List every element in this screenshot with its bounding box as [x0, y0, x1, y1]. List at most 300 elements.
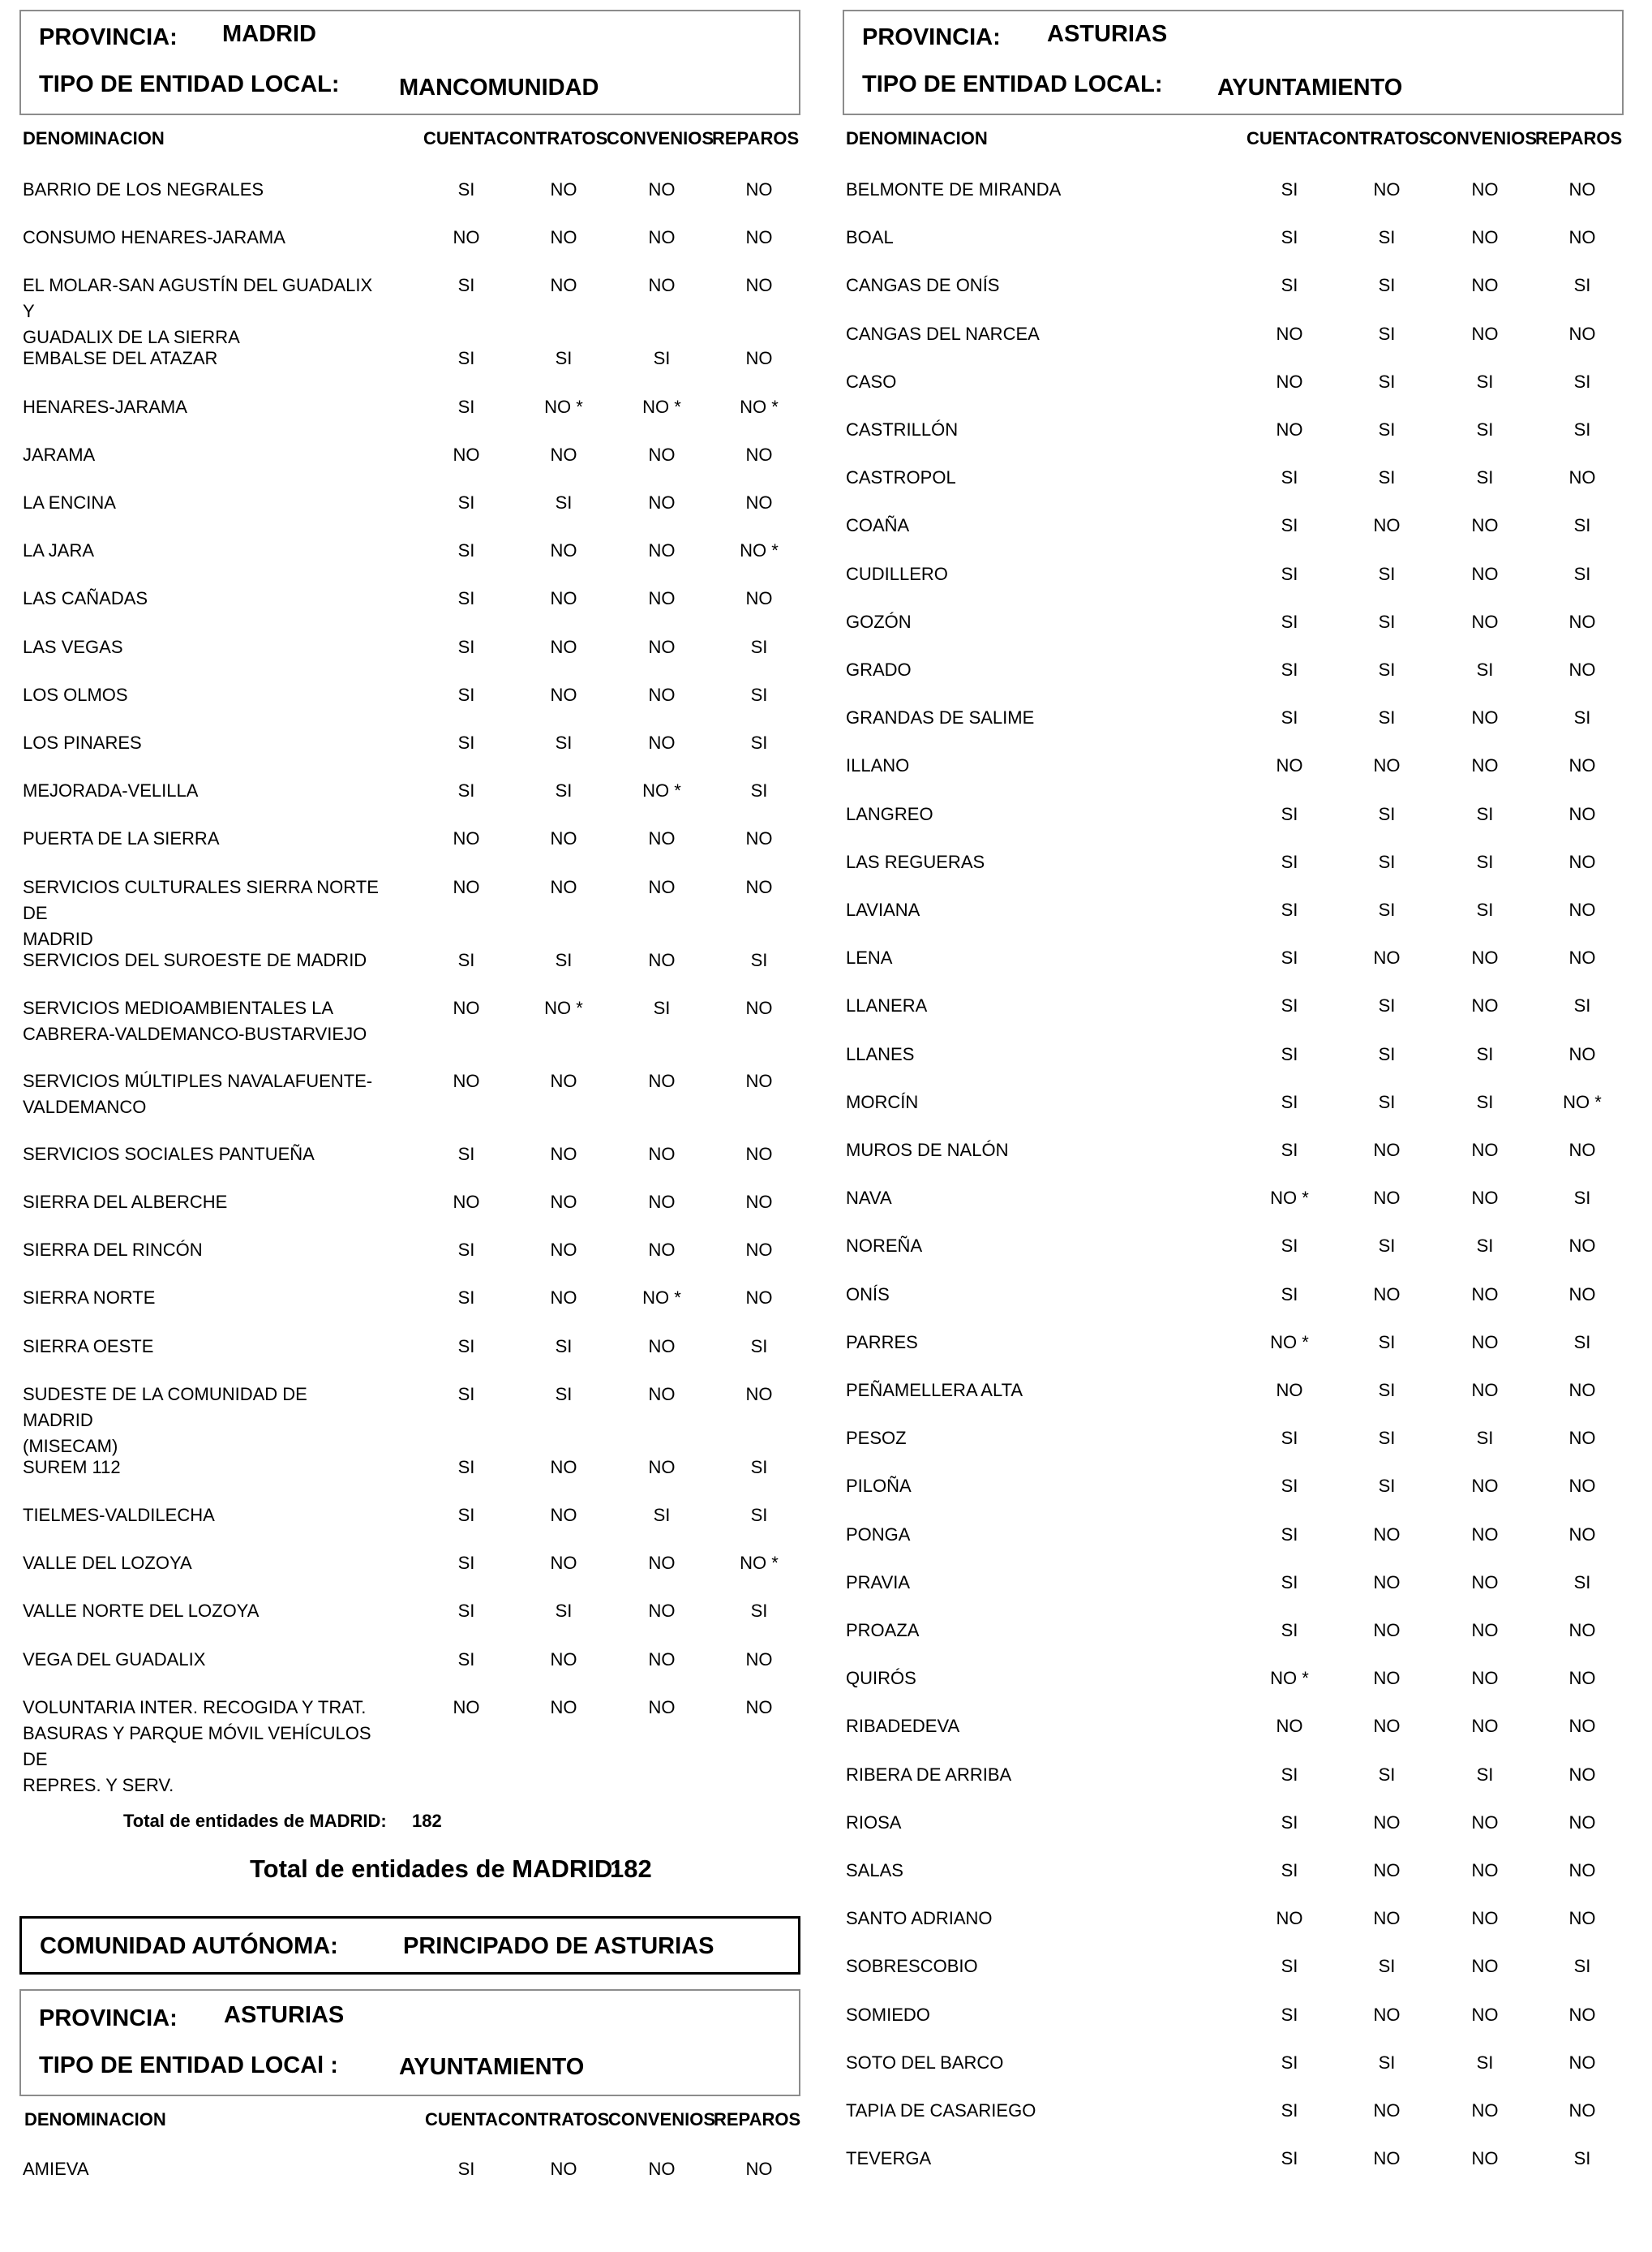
cell-reparos: NO — [1568, 1811, 1596, 1833]
cell-convenios: SI — [1476, 1236, 1494, 1257]
cell-cuenta: NO — [1276, 371, 1303, 392]
cell-contratos: NO — [550, 1553, 577, 1574]
cell-contratos: NO — [1373, 1716, 1401, 1737]
total-small-value: 182 — [412, 1811, 442, 1831]
row-denominacion-line: VALDEMANCO — [23, 1096, 147, 1117]
tipo-label-2: TIPO DE ENTIDAD LOCAl : — [39, 2052, 338, 2078]
provincia-label: PROVINCIA: — [39, 24, 178, 50]
cell-reparos: NO — [745, 227, 773, 248]
cell-cuenta: SI — [1281, 1236, 1298, 1257]
table-header-2 — [24, 2109, 803, 2138]
row-denominacion — [846, 1330, 1203, 1356]
col-cuenta: CUENTA — [423, 128, 497, 148]
row-denominacion — [23, 394, 380, 420]
row-denominacion-line: SIERRA DEL ALBERCHE — [23, 1192, 228, 1212]
cell-cuenta: SI — [457, 1553, 475, 1574]
cell-cuenta: SI — [1281, 179, 1298, 200]
cell-convenios: NO — [648, 275, 676, 296]
cell-convenios: NO — [1471, 275, 1499, 296]
cell-cuenta: SI — [1281, 948, 1298, 969]
comunidad-value: PRINCIPADO DE ASTURIAS — [403, 1933, 714, 1959]
cell-cuenta: SI — [1281, 1571, 1298, 1592]
cell-contratos: NO — [550, 828, 577, 849]
cell-reparos: NO — [745, 1240, 773, 1261]
row-denominacion-line: SANTO ADRIANO — [846, 1908, 993, 1929]
row-denominacion — [846, 2098, 1203, 2124]
cell-cuenta: SI — [1281, 803, 1298, 824]
cell-convenios: NO — [1471, 1668, 1499, 1689]
row-denominacion-line: LOS PINARES — [23, 733, 142, 753]
cell-convenios: SI — [653, 348, 671, 369]
cell-reparos: NO — [1568, 948, 1596, 969]
row-denominacion-line: PILOÑA — [846, 1476, 912, 1497]
row-denominacion — [23, 273, 380, 350]
row-denominacion-line: SIERRA NORTE — [23, 1287, 156, 1309]
cell-cuenta: SI — [1281, 660, 1298, 680]
col-denominacion-r: DENOMINACION — [846, 128, 988, 148]
row-denominacion-line: LOS OLMOS — [23, 684, 128, 705]
row-denominacion-line: SOTO DEL BARCO — [846, 2052, 1004, 2073]
row-denominacion — [846, 177, 1203, 203]
cell-reparos: SI — [750, 1601, 768, 1622]
cell-contratos: SI — [555, 1383, 573, 1404]
col-convenios: CONVENIOS — [607, 128, 714, 148]
cell-cuenta: SI — [1281, 611, 1298, 632]
cell-cuenta: SI — [457, 636, 475, 657]
cell-contratos: NO — [1373, 1524, 1401, 1545]
cell-reparos: NO — [1568, 1716, 1596, 1737]
row-denominacion — [846, 1233, 1203, 1259]
cell-convenios: NO — [1471, 1188, 1499, 1209]
row-denominacion — [23, 1502, 380, 1528]
cell-reparos: SI — [750, 1505, 768, 1525]
cell-reparos: NO — [1568, 1380, 1596, 1400]
row-denominacion-line: CANGAS DE ONÍS — [846, 275, 1000, 296]
cell-cuenta: SI — [1281, 1476, 1298, 1497]
cell-cuenta: SI — [457, 1648, 475, 1670]
cell-cuenta: SI — [1281, 1956, 1298, 1977]
cell-convenios: NO — [1471, 1524, 1499, 1545]
cell-convenios: NO — [648, 733, 676, 753]
cell-convenios: NO — [1471, 2100, 1499, 2121]
cell-cuenta: SI — [1281, 1860, 1298, 1880]
cell-reparos: NO — [1568, 1524, 1596, 1545]
cell-convenios: NO — [648, 636, 676, 657]
col-contratos-r: CONTRATOS — [1319, 128, 1431, 148]
cell-reparos: NO * — [740, 540, 779, 561]
cell-contratos: SI — [1378, 611, 1396, 632]
col-convenios-2: CONVENIOS — [608, 2109, 716, 2130]
row-denominacion-line: CASTROPOL — [846, 467, 956, 488]
cell-convenios: SI — [653, 1505, 671, 1525]
provincia-value: MADRID — [222, 21, 316, 47]
row-denominacion-line: LAS CAÑADAS — [23, 588, 148, 609]
cell-reparos: SI — [750, 780, 768, 802]
row-denominacion-line: LLANERA — [846, 995, 928, 1016]
row-denominacion — [23, 490, 380, 516]
col-reparos-2: REPAROS — [714, 2109, 801, 2130]
row-denominacion-line: RIBADEDEVA — [846, 1716, 960, 1737]
cell-reparos: NO — [745, 1383, 773, 1404]
cell-contratos: NO — [1373, 2148, 1401, 2169]
cell-convenios: NO — [1471, 1380, 1499, 1400]
cell-cuenta: SI — [1281, 515, 1298, 536]
cell-convenios: SI — [1476, 371, 1494, 392]
cell-reparos: NO — [745, 444, 773, 465]
cell-convenios: SI — [1476, 2052, 1494, 2073]
row-denominacion — [23, 177, 380, 203]
cell-reparos: NO * — [1563, 1091, 1602, 1112]
row-denominacion-line: RIBERA DE ARRIBA — [846, 1764, 1012, 1785]
cell-reparos: NO — [1568, 900, 1596, 920]
col-reparos-r: REPAROS — [1535, 128, 1623, 148]
cell-cuenta: SI — [457, 780, 475, 802]
row-denominacion — [846, 753, 1203, 779]
row-denominacion-line: VALLE DEL LOZOYA — [23, 1553, 192, 1574]
row-denominacion-line: (MISECAM) — [23, 1435, 118, 1456]
cell-contratos: NO — [550, 1456, 577, 1477]
cell-convenios: NO — [648, 227, 676, 248]
cell-reparos: SI — [750, 1335, 768, 1356]
comunidad-box — [19, 1916, 800, 1975]
cell-cuenta: SI — [457, 492, 475, 513]
cell-convenios: NO — [648, 2159, 676, 2179]
cell-reparos: SI — [750, 949, 768, 970]
cell-convenios: NO — [1471, 1620, 1499, 1640]
cell-cuenta: SI — [1281, 1428, 1298, 1449]
cell-reparos: NO — [745, 179, 773, 200]
row-denominacion — [23, 1550, 380, 1576]
row-denominacion — [846, 1137, 1203, 1163]
cell-contratos: NO — [550, 684, 577, 705]
cell-contratos: NO * — [544, 396, 583, 417]
cell-convenios: SI — [1476, 419, 1494, 440]
row-denominacion-line: SOMIEDO — [846, 2004, 930, 2025]
col-denominacion-2: DENOMINACION — [24, 2109, 166, 2130]
cell-contratos: SI — [1378, 467, 1396, 488]
cell-convenios: NO — [1471, 515, 1499, 536]
cell-cuenta: NO — [453, 444, 480, 465]
cell-reparos: SI — [750, 1456, 768, 1477]
row-denominacion — [846, 802, 1203, 827]
row-denominacion-line: EL MOLAR-SAN AGUSTÍN DEL GUADALIX Y — [23, 275, 373, 322]
row-denominacion — [846, 1089, 1203, 1115]
cell-convenios: NO * — [642, 396, 681, 417]
provincia-value-2: ASTURIAS — [224, 2002, 345, 2028]
row-denominacion-line: AMIEVA — [23, 2159, 89, 2179]
cell-cuenta: NO — [453, 828, 480, 849]
col-denominacion: DENOMINACION — [23, 128, 165, 148]
row-denominacion — [846, 1425, 1203, 1451]
cell-contratos: NO — [550, 1070, 577, 1091]
cell-contratos: SI — [555, 733, 573, 753]
cell-contratos: NO — [550, 588, 577, 609]
row-denominacion — [846, 1282, 1203, 1308]
cell-convenios: NO — [648, 444, 676, 465]
row-denominacion-line: LAS VEGAS — [23, 636, 123, 657]
tipo-value-r: AYUNTAMIENTO — [1217, 75, 1403, 101]
cell-contratos: SI — [555, 1601, 573, 1622]
cell-contratos: SI — [1378, 1764, 1396, 1785]
cell-cuenta: SI — [457, 1505, 475, 1525]
total-big — [250, 1854, 736, 1884]
cell-contratos: NO — [550, 540, 577, 561]
cell-contratos: NO — [550, 1192, 577, 1212]
cell-cuenta: SI — [1281, 1811, 1298, 1833]
row-denominacion — [846, 321, 1203, 347]
cell-cuenta: SI — [1281, 851, 1298, 872]
cell-cuenta: SI — [457, 684, 475, 705]
cell-contratos: SI — [1378, 323, 1396, 344]
cell-convenios: NO — [648, 684, 676, 705]
cell-reparos: NO * — [740, 1553, 779, 1574]
row-denominacion-line: BASURAS Y PARQUE MÓVIL VEHÍCULOS DE — [23, 1722, 371, 1769]
row-denominacion-line: LLANES — [846, 1043, 915, 1064]
row-denominacion — [846, 513, 1203, 539]
row-denominacion-line: GRADO — [846, 660, 912, 680]
cell-cuenta: SI — [1281, 1524, 1298, 1545]
cell-reparos: SI — [750, 733, 768, 753]
cell-cuenta: SI — [1281, 2100, 1298, 2121]
cell-convenios: NO * — [642, 1287, 681, 1309]
cell-contratos: NO — [1373, 755, 1401, 776]
cell-cuenta: SI — [1281, 1140, 1298, 1160]
cell-convenios: NO — [1471, 1331, 1499, 1352]
cell-reparos: NO — [1568, 1764, 1596, 1785]
cell-cuenta: SI — [457, 1383, 475, 1404]
cell-cuenta: SI — [457, 2159, 475, 2179]
row-denominacion-line: LENA — [846, 948, 893, 969]
cell-reparos: NO — [745, 1287, 773, 1309]
row-denominacion — [23, 1189, 380, 1215]
cell-cuenta: SI — [457, 540, 475, 561]
cell-reparos: SI — [1573, 563, 1591, 584]
row-denominacion-line: BOAL — [846, 227, 894, 248]
cell-cuenta: NO — [1276, 1380, 1303, 1400]
cell-convenios: NO — [1471, 611, 1499, 632]
cell-reparos: NO — [1568, 2100, 1596, 2121]
cell-reparos: SI — [1573, 1331, 1591, 1352]
cell-convenios: NO — [1471, 179, 1499, 200]
cell-reparos: SI — [750, 636, 768, 657]
row-denominacion — [23, 948, 380, 973]
tipo-value: MANCOMUNIDAD — [399, 75, 599, 101]
row-denominacion — [23, 995, 380, 1047]
cell-contratos: NO — [1373, 1860, 1401, 1880]
row-denominacion-line: PEÑAMELLERA ALTA — [846, 1380, 1023, 1400]
cell-contratos: NO — [550, 2159, 577, 2179]
row-denominacion-line: GOZÓN — [846, 611, 912, 632]
row-denominacion-line: PONGA — [846, 1524, 911, 1545]
cell-cuenta: SI — [457, 348, 475, 369]
cell-contratos: NO — [1373, 1908, 1401, 1929]
row-denominacion-line: TEVERGA — [846, 2148, 932, 2169]
cell-convenios: NO — [1471, 2148, 1499, 2169]
cell-contratos: SI — [1378, 1380, 1396, 1400]
cell-convenios: NO * — [642, 780, 681, 802]
row-denominacion-line: CABRERA-VALDEMANCO-BUSTARVIEJO — [23, 1023, 367, 1044]
row-denominacion — [846, 1858, 1203, 1884]
cell-contratos: NO — [550, 1287, 577, 1309]
cell-contratos: NO — [550, 876, 577, 897]
row-denominacion-line: GUADALIX DE LA SIERRA — [23, 327, 240, 348]
cell-convenios: NO — [1471, 227, 1499, 248]
cell-reparos: NO — [1568, 2004, 1596, 2025]
cell-cuenta: NO — [453, 1192, 480, 1212]
row-denominacion — [846, 1906, 1203, 1932]
cell-reparos: NO — [1568, 1668, 1596, 1689]
cell-convenios: SI — [1476, 1428, 1494, 1449]
total-small-label: Total de entidades de MADRID: — [123, 1811, 387, 1831]
cell-contratos: SI — [1378, 563, 1396, 584]
cell-cuenta: SI — [457, 733, 475, 753]
cell-contratos: NO * — [544, 997, 583, 1018]
row-denominacion — [846, 417, 1203, 443]
cell-reparos: NO — [1568, 1236, 1596, 1257]
cell-convenios: SI — [1476, 660, 1494, 680]
cell-reparos: NO — [745, 1648, 773, 1670]
cell-cuenta: NO — [1276, 1908, 1303, 1929]
row-denominacion-line: LA JARA — [23, 540, 95, 561]
row-denominacion-line: BARRIO DE LOS NEGRALES — [23, 179, 264, 200]
cell-convenios: SI — [1476, 803, 1494, 824]
cell-contratos: NO — [550, 1648, 577, 1670]
col-cuenta-2: CUENTA — [425, 2109, 499, 2130]
row-denominacion — [23, 826, 380, 852]
cell-convenios: NO — [648, 1696, 676, 1717]
cell-cuenta: SI — [1281, 467, 1298, 488]
cell-contratos: SI — [1378, 1428, 1396, 1449]
row-denominacion-line: CONSUMO HENARES-JARAMA — [23, 227, 285, 248]
cell-convenios: NO — [648, 1553, 676, 1574]
cell-convenios: SI — [1476, 1043, 1494, 1064]
cell-convenios: NO — [648, 1601, 676, 1622]
row-denominacion — [23, 1647, 380, 1673]
cell-convenios: NO — [1471, 948, 1499, 969]
cell-contratos: NO — [550, 444, 577, 465]
row-denominacion — [23, 1598, 380, 1624]
row-denominacion-line: TIELMES-VALDILECHA — [23, 1505, 215, 1525]
cell-cuenta: SI — [457, 1456, 475, 1477]
cell-reparos: SI — [1573, 371, 1591, 392]
cell-contratos: SI — [555, 949, 573, 970]
cell-contratos: SI — [1378, 1476, 1396, 1497]
cell-convenios: NO — [648, 876, 676, 897]
cell-cuenta: NO — [1276, 755, 1303, 776]
provincia-label-2: PROVINCIA: — [39, 2005, 178, 2031]
row-denominacion-line: VALLE NORTE DEL LOZOYA — [23, 1601, 260, 1622]
row-denominacion — [23, 1285, 380, 1311]
row-denominacion-line: EMBALSE DEL ATAZAR — [23, 348, 218, 369]
row-denominacion — [846, 897, 1203, 923]
row-denominacion — [846, 945, 1203, 971]
cell-cuenta: SI — [1281, 563, 1298, 584]
total-big-label: Total de entidades de MADRID: — [250, 1854, 621, 1883]
cell-cuenta: SI — [1281, 1043, 1298, 1064]
row-denominacion — [23, 2156, 380, 2182]
cell-reparos: SI — [1573, 2148, 1591, 2169]
total-small — [123, 1811, 442, 1832]
cell-contratos: NO — [550, 1696, 577, 1717]
cell-contratos: SI — [1378, 1091, 1396, 1112]
row-denominacion — [846, 1665, 1203, 1691]
cell-reparos: NO — [1568, 179, 1596, 200]
cell-contratos: SI — [555, 348, 573, 369]
cell-contratos: SI — [1378, 1956, 1396, 1977]
row-denominacion — [846, 1618, 1203, 1644]
tipo-label-r: TIPO DE ENTIDAD LOCAL: — [862, 71, 1163, 97]
row-denominacion — [23, 538, 380, 564]
row-denominacion — [23, 586, 380, 612]
cell-contratos: SI — [1378, 660, 1396, 680]
row-denominacion-line: CASTRILLÓN — [846, 419, 959, 440]
row-denominacion — [846, 1377, 1203, 1403]
cell-cuenta: SI — [1281, 2148, 1298, 2169]
cell-reparos: NO — [745, 2159, 773, 2179]
row-denominacion-line: CUDILLERO — [846, 563, 948, 584]
row-denominacion-line: BELMONTE DE MIRANDA — [846, 179, 1062, 200]
row-denominacion-line: SIERRA DEL RINCÓN — [23, 1240, 203, 1261]
cell-cuenta: NO * — [1270, 1188, 1309, 1209]
cell-cuenta: SI — [1281, 995, 1298, 1016]
cell-convenios: NO — [648, 828, 676, 849]
cell-reparos: SI — [1573, 515, 1591, 536]
cell-reparos: SI — [1573, 1571, 1591, 1592]
row-denominacion — [846, 1522, 1203, 1548]
cell-contratos: SI — [1378, 1043, 1396, 1064]
cell-contratos: NO — [550, 227, 577, 248]
cell-cuenta: NO — [1276, 1716, 1303, 1737]
row-denominacion — [846, 1185, 1203, 1211]
cell-reparos: NO — [1568, 323, 1596, 344]
cell-reparos: NO — [1568, 1476, 1596, 1497]
cell-convenios: NO — [1471, 1956, 1499, 1977]
cell-cuenta: NO * — [1270, 1331, 1309, 1352]
tipo-label: TIPO DE ENTIDAD LOCAL: — [39, 71, 340, 97]
cell-cuenta: SI — [1281, 227, 1298, 248]
row-denominacion — [23, 1141, 380, 1167]
cell-contratos: SI — [555, 1335, 573, 1356]
cell-cuenta: NO — [453, 1070, 480, 1091]
cell-reparos: NO — [1568, 467, 1596, 488]
cell-reparos: NO — [745, 492, 773, 513]
cell-cuenta: NO — [453, 997, 480, 1018]
cell-reparos: NO — [1568, 755, 1596, 776]
cell-cuenta: SI — [457, 1287, 475, 1309]
cell-cuenta: SI — [1281, 2004, 1298, 2025]
cell-convenios: NO — [1471, 755, 1499, 776]
cell-contratos: SI — [1378, 707, 1396, 728]
cell-contratos: NO — [1373, 1811, 1401, 1833]
cell-convenios: NO — [648, 949, 676, 970]
cell-cuenta: SI — [457, 396, 475, 417]
row-denominacion-line: PRAVIA — [846, 1571, 911, 1592]
row-denominacion-line: REPRES. Y SERV. — [23, 1774, 174, 1795]
row-denominacion — [846, 561, 1203, 587]
cell-convenios: NO — [1471, 1140, 1499, 1160]
row-denominacion-line: SIERRA OESTE — [23, 1335, 154, 1356]
cell-reparos: NO — [1568, 1908, 1596, 1929]
cell-contratos: NO — [550, 1240, 577, 1261]
cell-cuenta: NO — [453, 876, 480, 897]
cell-contratos: NO — [1373, 1668, 1401, 1689]
cell-reparos: NO — [1568, 1043, 1596, 1064]
cell-convenios: NO — [1471, 563, 1499, 584]
cell-cuenta: NO — [453, 1696, 480, 1717]
row-denominacion-line: MUROS DE NALÓN — [846, 1140, 1009, 1160]
cell-convenios: NO — [1471, 1811, 1499, 1833]
row-denominacion-line: COAÑA — [846, 515, 910, 536]
